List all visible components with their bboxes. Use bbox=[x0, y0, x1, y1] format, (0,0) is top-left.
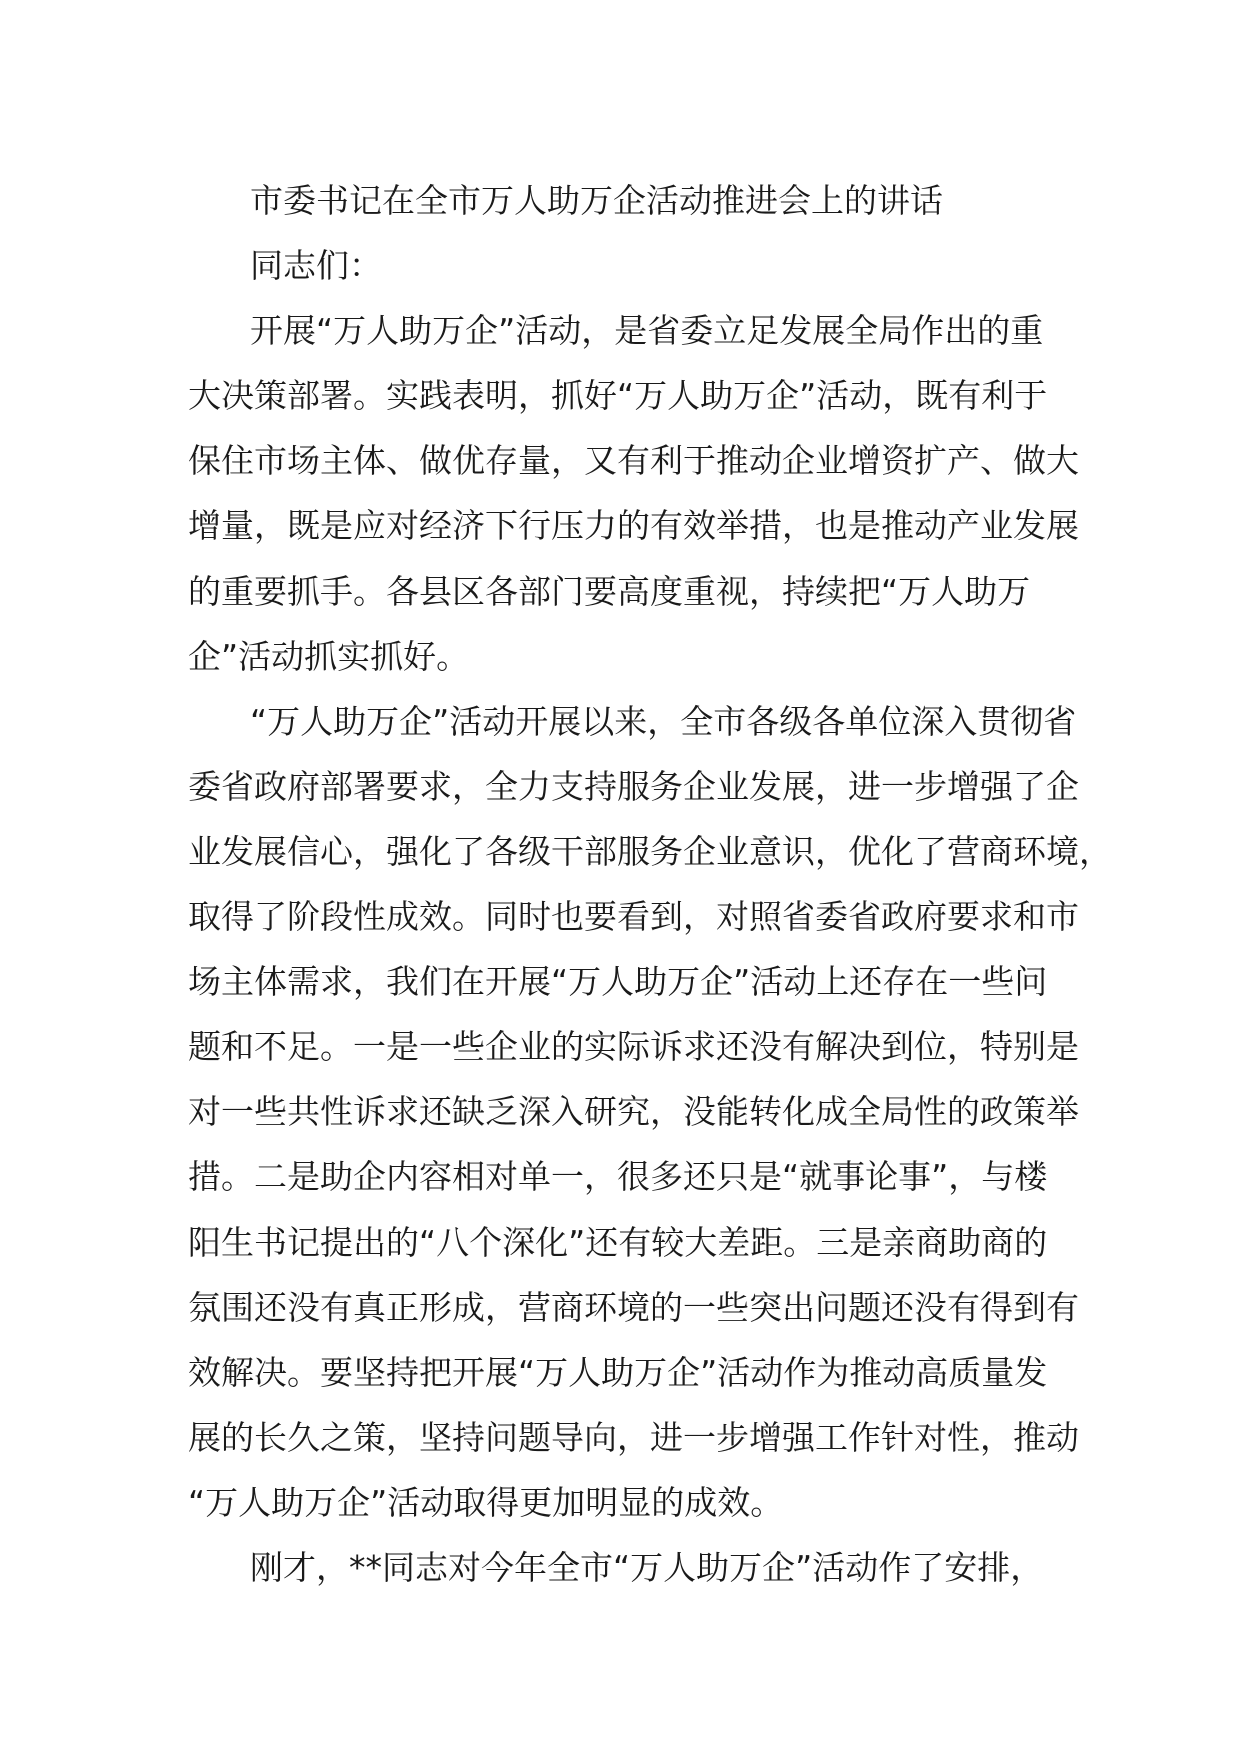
paragraph-line: 场主体需求，我们在开展“万人助万企”活动上还存在一些问 bbox=[188, 962, 1048, 1002]
paragraph-line: 取得了阶段性成效。同时也要看到，对照省委省政府要求和市 bbox=[188, 897, 1079, 937]
paragraph-line: 措。二是助企内容相对单一，很多还只是“就事论事”，与楼 bbox=[188, 1157, 1048, 1197]
paragraph-line: “万人助万企”活动开展以来，全市各级各单位深入贯彻省 bbox=[250, 701, 1077, 741]
paragraph-line: 的重要抓手。各县区各部门要高度重视，持续把“万人助万 bbox=[188, 571, 1031, 611]
paragraph-line: 大决策部署。实践表明，抓好“万人助万企”活动，既有利于 bbox=[188, 376, 1048, 416]
paragraph-line: 开展“万人助万企”活动，是省委立足发展全局作出的重 bbox=[250, 311, 1044, 351]
paragraph-2 bbox=[188, 689, 1112, 1535]
paragraph-line: 企”活动抓实抓好。 bbox=[188, 636, 470, 676]
paragraph-line: 委省政府部署要求，全力支持服务企业发展，进一步增强了企 bbox=[188, 766, 1079, 806]
paragraph-line: 效解决。要坚持把开展“万人助万企”活动作为推动高质量发 bbox=[188, 1352, 1048, 1392]
paragraph-line: 展的长久之策，坚持问题导向，进一步增强工作针对性，推动 bbox=[188, 1417, 1079, 1457]
paragraph-line: 氛围还没有真正形成，营商环境的一些突出问题还没有得到有 bbox=[188, 1287, 1079, 1327]
salutation: 同志们： bbox=[250, 246, 382, 286]
document-title: 市委书记在全市万人助万企活动推进会上的讲话 bbox=[250, 181, 943, 220]
document-body bbox=[188, 168, 1112, 1600]
paragraph-line: 阳生书记提出的“八个深化”还有较大差距。三是亲商助商的 bbox=[188, 1222, 1048, 1262]
paragraph-line: 增量，既是应对经济下行压力的有效举措，也是推动产业发展 bbox=[188, 506, 1079, 546]
paragraph-line: 保住市场主体、做优存量，又有利于推动企业增资扩产、做大 bbox=[188, 441, 1079, 481]
paragraph-3 bbox=[188, 1535, 1068, 1600]
paragraph-line: 题和不足。一是一些企业的实际诉求还没有解决到位，特别是 bbox=[188, 1027, 1079, 1067]
paragraph-1 bbox=[188, 298, 1079, 689]
paragraph-line: “万人助万企”活动取得更加明显的成效。 bbox=[188, 1482, 784, 1522]
paragraph-line: 刚才，**同志对今年全市“万人助万企”活动作了安排， bbox=[250, 1547, 1044, 1587]
paragraph-line: 对一些共性诉求还缺乏深入研究，没能转化成全局性的政策举 bbox=[188, 1092, 1079, 1132]
paragraph-line: 业发展信心，强化了各级干部服务企业意识，优化了营商环境， bbox=[188, 831, 1112, 871]
